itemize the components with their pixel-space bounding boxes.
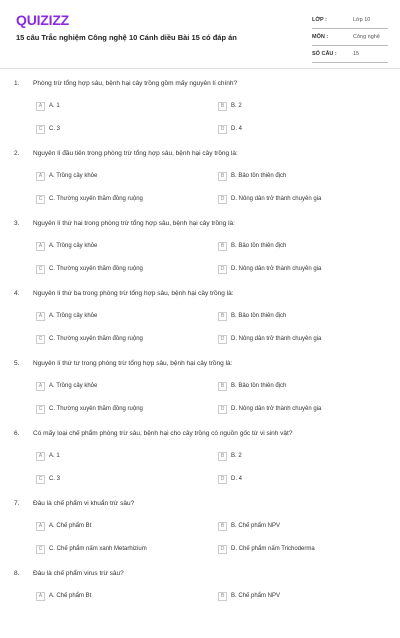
question-number: 5. (14, 360, 20, 367)
option-text: A. Trồng cây khỏe (49, 313, 98, 319)
quizizz-logo: QUIZIZZ (16, 12, 70, 28)
answer-option-c[interactable] (36, 334, 143, 344)
option-letter-box: B (218, 312, 227, 321)
answer-option-c[interactable] (36, 474, 60, 484)
answer-option-d[interactable] (218, 334, 321, 344)
option-text: A. Trồng cây khỏe (49, 243, 98, 249)
meta-row-subject (312, 29, 388, 46)
option-text: B. 2 (231, 103, 242, 109)
option-letter-box: A (36, 102, 45, 111)
question-text: Nguyên lí đầu tiên trong phòng trừ tổng hợp sâu, bệnh hại cây trồng là: (33, 150, 238, 157)
option-text: C. Thường xuyên thăm đồng ruộng (49, 336, 143, 342)
option-letter-box: C (36, 195, 45, 204)
question-text: Đâu là chế phẩm virus trừ sâu? (33, 570, 124, 577)
answer-option-c[interactable] (36, 404, 143, 414)
option-letter-box: A (36, 172, 45, 181)
option-text: C. Chế phẩm nấm xanh Metarhizium (49, 546, 147, 552)
question-item (0, 288, 400, 358)
question-item (0, 498, 400, 568)
header-divider (0, 68, 400, 69)
option-letter-box: B (218, 242, 227, 251)
worksheet-title: 15 câu Trắc nghiệm Công nghệ 10 Cánh diều Bài 15 có đáp án (16, 33, 237, 42)
option-text: B. Chế phẩm NPV (231, 593, 281, 599)
question-number: 4. (14, 290, 20, 297)
option-text: D. 4 (231, 126, 243, 132)
meta-row-class (312, 12, 388, 29)
option-text: C. 3 (49, 126, 61, 132)
option-letter-box: A (36, 312, 45, 321)
answer-option-d[interactable] (218, 194, 321, 204)
option-letter-box: D (218, 475, 227, 484)
option-letter-box: A (36, 242, 45, 251)
option-text: A. Trồng cây khỏe (49, 383, 98, 389)
question-item (0, 428, 400, 498)
answer-option-b[interactable] (218, 311, 286, 321)
option-letter-box: A (36, 452, 45, 461)
meta-row-count (312, 46, 388, 63)
option-letter-box: B (218, 102, 227, 111)
option-letter-box: C (36, 265, 45, 274)
option-letter-box: B (218, 452, 227, 461)
answer-option-c[interactable] (36, 264, 143, 274)
answer-option-a[interactable] (36, 171, 97, 181)
option-text: B. Bảo tồn thiên địch (231, 313, 287, 319)
answer-option-d[interactable] (218, 124, 242, 134)
answer-option-b[interactable] (218, 381, 286, 391)
question-item (0, 218, 400, 288)
option-text: B. Bảo tồn thiên địch (231, 173, 287, 179)
meta-value: Công nghệ (353, 34, 380, 40)
option-letter-box: D (218, 125, 227, 134)
option-letter-box: D (218, 335, 227, 344)
option-text: B. 2 (231, 453, 242, 459)
question-item (0, 148, 400, 218)
answer-option-a[interactable] (36, 521, 91, 531)
option-letter-box: A (36, 592, 45, 601)
question-number: 2. (14, 150, 20, 157)
answer-option-a[interactable] (36, 381, 97, 391)
option-text: D. 4 (231, 476, 243, 482)
answer-option-b[interactable] (218, 521, 280, 531)
meta-table (312, 12, 388, 63)
question-item (0, 568, 400, 638)
question-text: Nguyên lí thứ hai trong phòng trừ tổng hợp sâu, bệnh hại cây trồng là: (33, 220, 235, 227)
answer-option-d[interactable] (218, 264, 321, 274)
option-letter-box: D (218, 405, 227, 414)
option-text: A. 1 (49, 103, 60, 109)
option-letter-box: A (36, 522, 45, 531)
option-text: D. Nông dân trở thành chuyên gia (231, 266, 322, 272)
meta-label: SỐ CÂU : (312, 51, 337, 57)
answer-option-c[interactable] (36, 124, 60, 134)
option-letter-box: B (218, 382, 227, 391)
question-number: 6. (14, 430, 20, 437)
question-number: 3. (14, 220, 20, 227)
option-text: A. Trồng cây khỏe (49, 173, 98, 179)
option-letter-box: C (36, 545, 45, 554)
option-text: D. Nông dân trở thành chuyên gia (231, 406, 322, 412)
question-list (0, 78, 400, 638)
option-letter-box: C (36, 335, 45, 344)
question-text: Nguyên lí thứ tư trong phòng trừ tổng hợp sâu, bệnh hại cây trồng là: (33, 360, 233, 367)
meta-label: MÔN : (312, 34, 329, 40)
option-text: D. Chế phẩm nấm Trichoderma (231, 546, 315, 552)
option-letter-box: C (36, 405, 45, 414)
option-text: A. 1 (49, 453, 60, 459)
option-text: C. Thường xuyên thăm đồng ruộng (49, 266, 143, 272)
option-letter-box: B (218, 172, 227, 181)
answer-option-a[interactable] (36, 241, 97, 251)
worksheet-header (0, 0, 400, 66)
question-text: Đâu là chế phẩm vi khuẩn trừ sâu? (33, 500, 135, 507)
option-text: D. Nông dân trở thành chuyên gia (231, 336, 322, 342)
question-number: 1. (14, 80, 20, 87)
answer-option-b[interactable] (218, 241, 286, 251)
answer-option-b[interactable] (218, 451, 242, 461)
answer-option-d[interactable] (218, 474, 242, 484)
option-letter-box: D (218, 265, 227, 274)
option-letter-box: D (218, 545, 227, 554)
option-letter-box: D (218, 195, 227, 204)
question-item (0, 78, 400, 148)
answer-option-d[interactable] (218, 404, 321, 414)
option-text: A. Chế phẩm Bt (49, 593, 92, 599)
question-number: 7. (14, 500, 20, 507)
option-letter-box: C (36, 125, 45, 134)
answer-option-b[interactable] (218, 171, 286, 181)
option-letter-box: B (218, 592, 227, 601)
question-text: Nguyên lí thứ ba trong phòng trừ tổng hợp sâu, bệnh hại cây trồng là: (33, 290, 234, 297)
option-text: B. Bảo tồn thiên địch (231, 243, 287, 249)
meta-label: LỚP : (312, 17, 327, 23)
option-text: B. Chế phẩm NPV (231, 523, 281, 529)
option-letter-box: C (36, 475, 45, 484)
option-letter-box: B (218, 522, 227, 531)
option-text: C. 3 (49, 476, 61, 482)
question-text: Có mấy loại chế phẩm phòng trừ sâu, bệnh hại cho cây trồng có nguồn gốc từ vi sinh vật? (33, 430, 293, 437)
answer-option-a[interactable] (36, 451, 60, 461)
meta-value: 15 (353, 51, 360, 57)
answer-option-b[interactable] (218, 101, 242, 111)
question-text: Phòng trừ tổng hợp sâu, bệnh hại cây trồng gồm mấy nguyên lí chính? (33, 80, 238, 87)
option-text: C. Thường xuyên thăm đồng ruộng (49, 196, 143, 202)
answer-option-c[interactable] (36, 194, 143, 204)
question-number: 8. (14, 570, 20, 577)
question-item (0, 358, 400, 428)
answer-option-a[interactable] (36, 311, 97, 321)
answer-option-c[interactable] (36, 544, 147, 554)
meta-value: Lớp 10 (353, 17, 371, 23)
option-text: C. Thường xuyên thăm đồng ruộng (49, 406, 143, 412)
option-text: D. Nông dân trở thành chuyên gia (231, 196, 322, 202)
option-text: B. Bảo tồn thiên địch (231, 383, 287, 389)
answer-option-a[interactable] (36, 101, 60, 111)
option-text: A. Chế phẩm Bt (49, 523, 92, 529)
answer-option-d[interactable] (218, 544, 315, 554)
option-letter-box: A (36, 382, 45, 391)
